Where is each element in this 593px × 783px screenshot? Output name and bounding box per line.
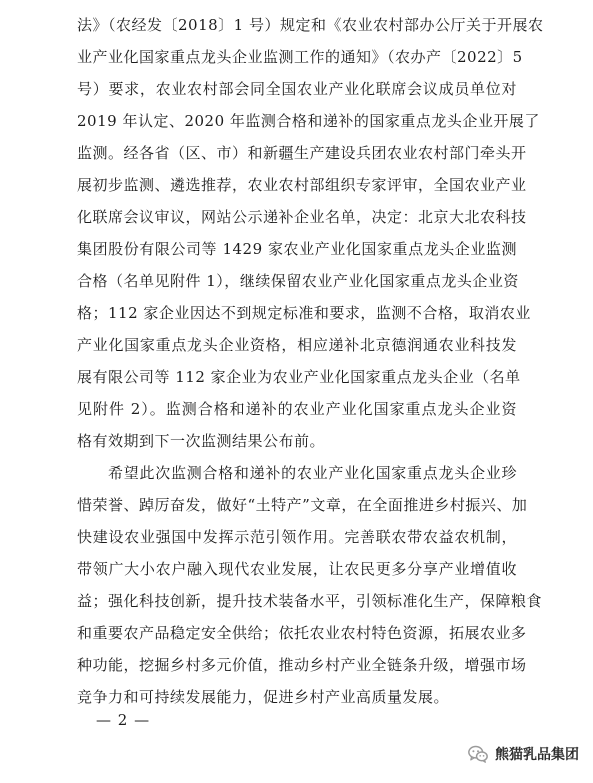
paragraph-1-line-6: 展初步监测、遴选推荐，农业农村部组织专家评审，全国农业产业 bbox=[77, 176, 527, 194]
paragraph-1-line-5: 监测。经各省（区、市）和新疆生产建设兵团农业农村部门牵头开 bbox=[77, 144, 527, 162]
paragraph-2-line-6: 和重要农产品稳定安全供给；依托农业农村特色资源，拓展农业多 bbox=[77, 624, 527, 642]
wechat-icon bbox=[467, 743, 489, 765]
paragraph-1-line-7: 化联席会议审议，网站公示递补企业名单，决定：北京大北农科技 bbox=[77, 208, 527, 226]
paragraph-2-line-5: 益；强化科技创新，提升技术装备水平，引领标准化生产，保障粮食 bbox=[77, 592, 543, 610]
paragraph-2-line-1: 希望此次监测合格和递补的农业产业化国家重点龙头企业珍 bbox=[108, 464, 517, 482]
paragraph-2-line-3: 快建设农业强国中发挥示范引领作用。完善联农带农益农机制， bbox=[77, 528, 517, 546]
paragraph-1-line-9: 合格（名单见附件 1），继续保留农业产业化国家重点龙头企业资 bbox=[77, 272, 519, 290]
paragraph-1-line-4: 2019 年认定、2020 年监测合格和递补的国家重点龙头企业开展了 bbox=[77, 112, 540, 130]
paragraph-1-line-13: 见附件 2）。监测合格和递补的农业产业化国家重点龙头企业资 bbox=[77, 400, 517, 418]
page-number: — 2 — bbox=[96, 711, 151, 729]
paragraph-1-line-1: 法》（农经发〔2018〕1 号）规定和《农业农村部办公厅关于开展农 bbox=[77, 16, 544, 34]
paragraph-1-line-11: 产业化国家重点龙头企业资格，相应递补北京德润通农业科技发 bbox=[77, 336, 517, 354]
paragraph-1-line-2: 业产业化国家重点龙头企业监测工作的通知》（农办产〔2022〕5 bbox=[77, 48, 523, 66]
watermark-text: 熊猫乳品集团 bbox=[495, 747, 579, 763]
paragraph-1-line-14: 格有效期到下一次监测结果公布前。 bbox=[77, 432, 326, 450]
paragraph-2-line-4: 带领广大小农户融入现代农业发展，让农民更多分享产业增值收 bbox=[77, 560, 517, 578]
paragraph-2-line-8: 竞争力和可持续发展能力，促进乡村产业高质量发展。 bbox=[77, 688, 450, 706]
paragraph-1-line-3: 号）要求，农业农村部会同全国农业产业化联席会议成员单位对 bbox=[77, 80, 517, 98]
watermark bbox=[467, 742, 579, 766]
paragraph-1-line-10: 格；112 家企业因达不到规定标准和要求，监测不合格，取消农业 bbox=[77, 304, 531, 322]
paragraph-1-line-8: 集团股份有限公司等 1429 家农业产业化国家重点龙头企业监测 bbox=[77, 240, 517, 258]
paragraph-2-line-2: 惜荣誉、踔厉奋发，做好“土特产”文章，在全面推进乡村振兴、加 bbox=[77, 496, 528, 514]
paragraph-1-line-12: 展有限公司等 112 家企业为农业产业化国家重点龙头企业（名单 bbox=[77, 368, 521, 386]
paragraph-2-line-7: 种功能，挖掘乡村多元价值，推动乡村产业全链条升级，增强市场 bbox=[77, 656, 527, 674]
